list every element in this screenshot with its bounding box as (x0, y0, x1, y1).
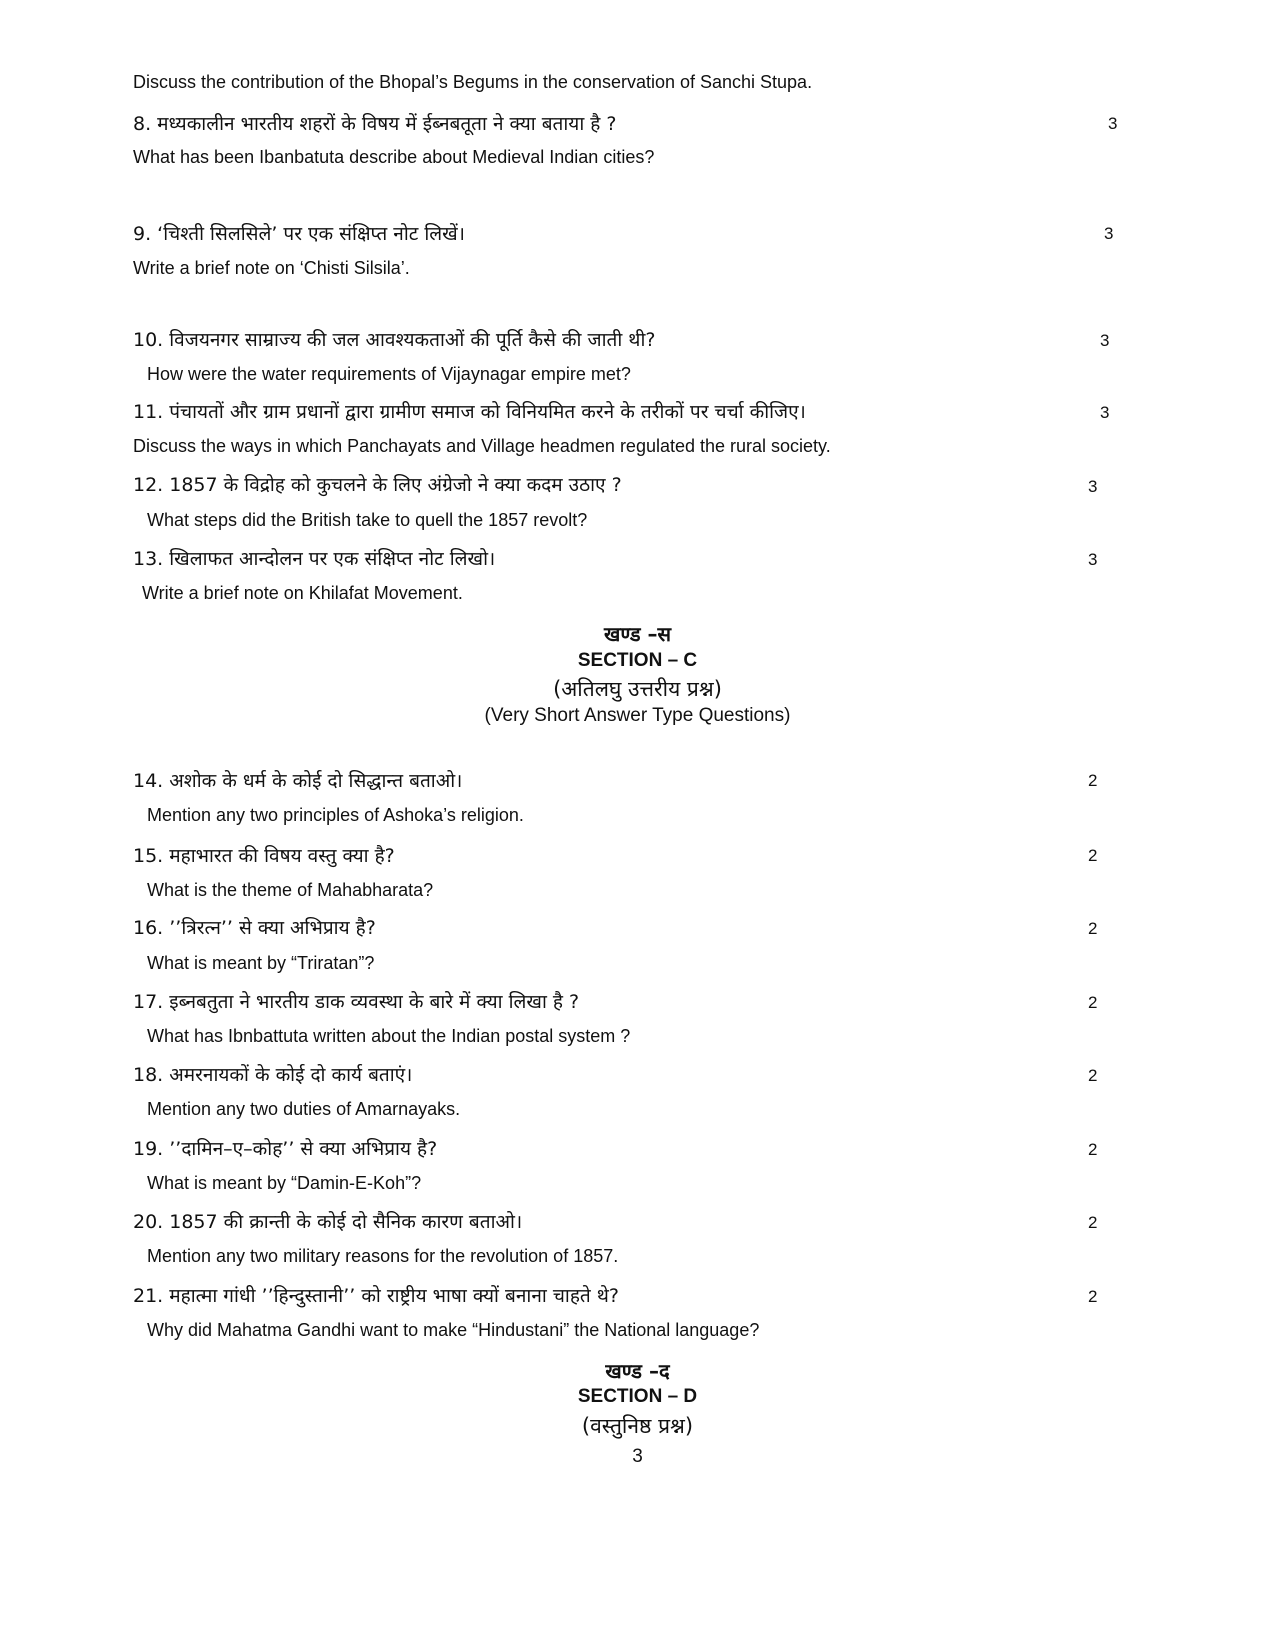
q15-marks: 2 (1088, 846, 1098, 865)
q9-marks: 3 (1104, 224, 1114, 243)
q14-english: Mention any two principles of Ashoka’s religion. (147, 805, 524, 825)
q14-hindi: 14. अशोक के धर्म के कोई दो सिद्धान्त बताओ। (133, 770, 463, 792)
page-number: 3 (632, 1446, 643, 1467)
top-question-text: Discuss the contribution of the Bhopal’s Begums in the conservation of Sanchi Stupa. (133, 72, 813, 92)
q10-english: How were the water requirements of Vijaynagar empire met? (147, 364, 631, 384)
section-d-title-hindi: खण्ड –द (605, 1359, 670, 1383)
q13-marks: 3 (1088, 550, 1098, 569)
q18-english: Mention any two duties of Amarnayaks. (147, 1099, 461, 1119)
q19-english: What is meant by “Damin-E-Koh”? (147, 1173, 422, 1193)
q16-hindi: 16. ’’त्रिरत्न’’ से क्या अभिप्राय है? (133, 917, 376, 939)
q10-marks: 3 (1100, 331, 1110, 350)
q17-english: What has Ibnbattuta written about the Indian postal system ? (147, 1026, 631, 1046)
q11-hindi: 11. पंचायतों और ग्राम प्रधानों द्वारा ग्रामीण समाज को विनियमित करने के तरीकों पर चर्चा कीजिए। (133, 401, 806, 423)
q18-marks: 2 (1088, 1066, 1098, 1085)
q17-marks: 2 (1088, 993, 1098, 1012)
q8-marks: 3 (1108, 114, 1118, 133)
q19-marks: 2 (1088, 1140, 1098, 1159)
q20-hindi: 20. 1857 की क्रान्ती के कोई दो सैनिक कारण बताओ। (133, 1211, 523, 1233)
q20-english: Mention any two military reasons for the revolution of 1857. (147, 1246, 619, 1266)
q19-hindi: 19. ’’दामिन–ए–कोह’’ से क्या अभिप्राय है? (133, 1138, 438, 1160)
q11-english: Discuss the ways in which Panchayats and Village headmen regulated the rural society. (133, 436, 831, 456)
q12-hindi: 12. 1857 के विद्रोह को कुचलने के लिए अंग्रेजो ने क्या कदम उठाए ? (133, 474, 622, 496)
q18-hindi: 18. अमरनायकों के कोई दो कार्य बताएं। (133, 1064, 413, 1086)
q12-english: What steps did the British take to quell the 1857 revolt? (147, 510, 588, 530)
q21-marks: 2 (1088, 1287, 1098, 1306)
section-c-title: SECTION – C (577, 650, 698, 671)
q9-english: Write a brief note on ‘Chisti Silsila’. (133, 258, 410, 278)
q20-marks: 2 (1088, 1213, 1098, 1232)
q15-hindi: 15. महाभारत की विषय वस्तु क्या है? (133, 845, 395, 867)
q8-english: What has been Ibanbatuta describe about Medieval Indian cities? (133, 147, 655, 167)
q16-marks: 2 (1088, 919, 1098, 938)
section-d-title: SECTION – D (577, 1386, 698, 1407)
q9-hindi: 9. ‘चिश्ती सिलसिले’ पर एक संक्षिप्त नोट लिखें। (133, 223, 465, 245)
section-c-subtitle-hindi: (अतिलघु उत्तरीय प्रश्न) (553, 677, 722, 701)
section-d-subtitle-hindi: (वस्तुनिष्ठ प्रश्न) (581, 1414, 694, 1438)
section-c-title-hindi: खण्ड –स (603, 622, 672, 646)
q8-hindi: 8. मध्यकालीन भारतीय शहरों के विषय में ईब्नबतूता ने क्या बताया है ? (133, 113, 617, 135)
q17-hindi: 17. इब्नबतुता ने भारतीय डाक व्यवस्था के बारे में क्या लिखा है ? (133, 991, 580, 1013)
q12-marks: 3 (1088, 477, 1098, 496)
q21-english: Why did Mahatma Gandhi want to make “Hindustani” the National language? (147, 1320, 760, 1340)
q16-english: What is meant by “Triratan”? (147, 953, 375, 973)
section-c-subtitle: (Very Short Answer Type Questions) (484, 705, 791, 726)
q10-hindi: 10. विजयनगर साम्राज्य की जल आवश्यकताओं की पूर्ति कैसे की जाती थी? (133, 329, 656, 351)
q15-english: What is the theme of Mahabharata? (147, 880, 434, 900)
q14-marks: 2 (1088, 771, 1098, 790)
q13-english: Write a brief note on Khilafat Movement. (142, 583, 463, 603)
q11-marks: 3 (1100, 403, 1110, 422)
q13-hindi: 13. खिलाफत आन्दोलन पर एक संक्षिप्त नोट लिखो। (133, 548, 496, 570)
q21-hindi: 21. महात्मा गांधी ’’हिन्दुस्तानी’’ को राष्ट्रीय भाषा क्यों बनाना चाहते थे? (133, 1285, 620, 1307)
